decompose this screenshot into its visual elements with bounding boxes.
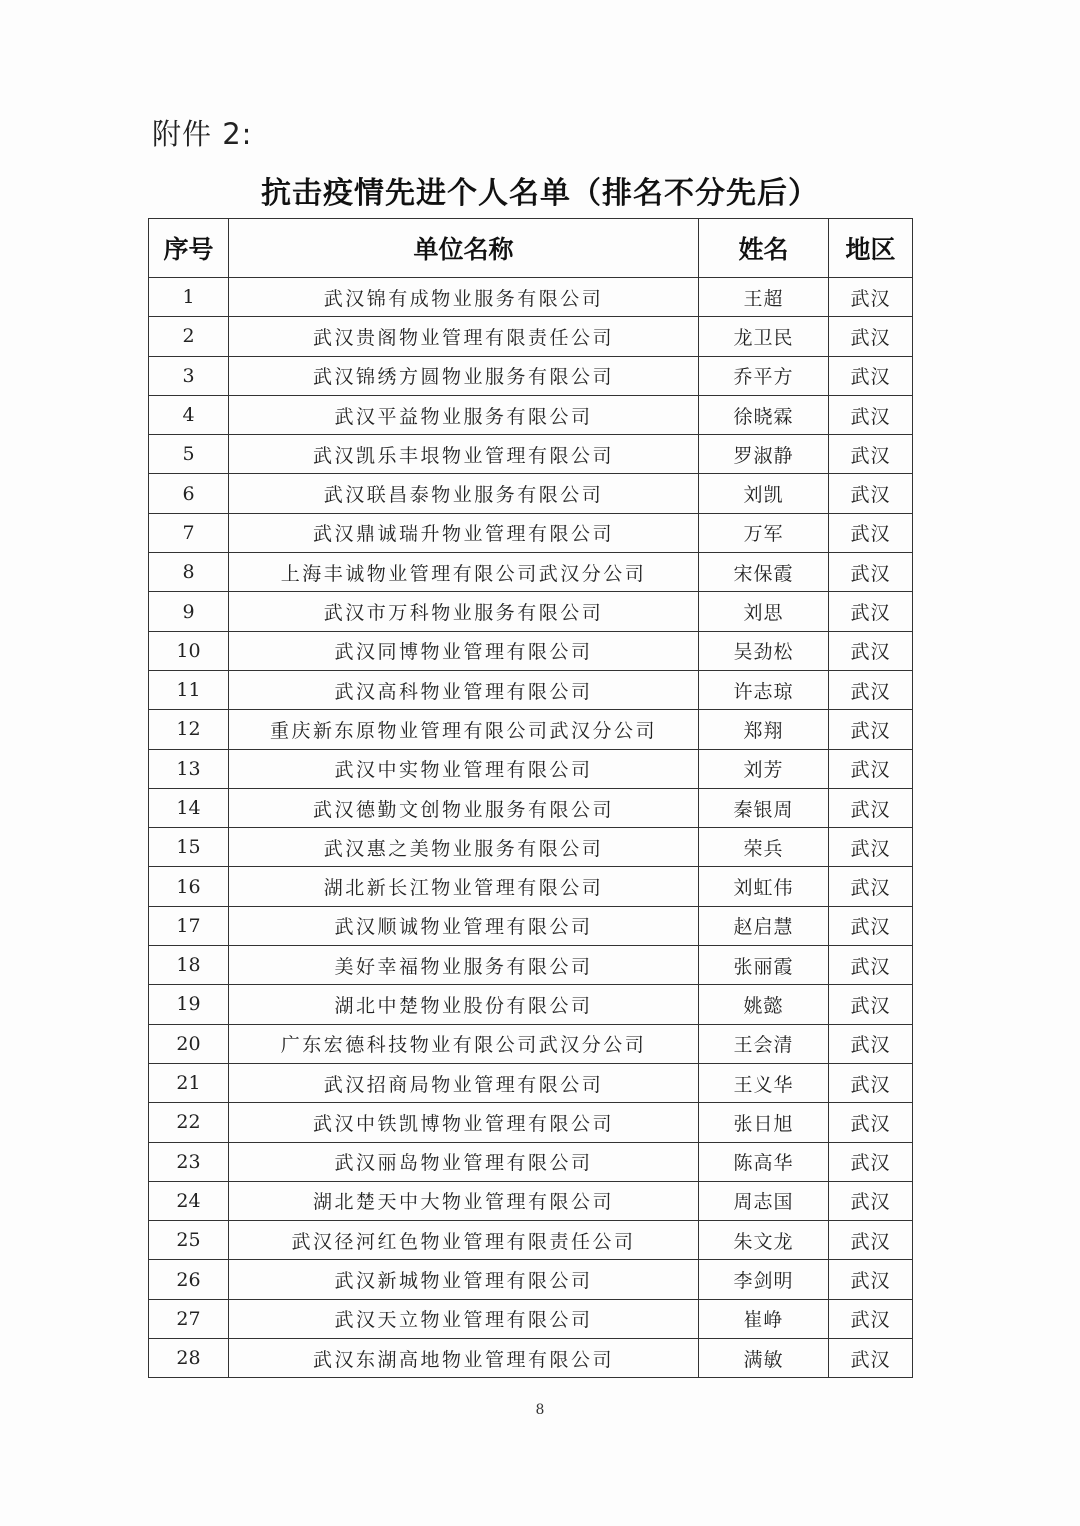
unit-name-cell: 湖北新长江物业管理有限公司 xyxy=(229,867,699,906)
person-name-cell: 龙卫民 xyxy=(699,317,829,356)
person-name-cell: 罗淑静 xyxy=(699,435,829,474)
serial-number-cell: 2 xyxy=(149,317,229,356)
person-name-cell: 姚懿 xyxy=(699,985,829,1024)
unit-name-cell: 武汉中铁凯博物业管理有限公司 xyxy=(229,1103,699,1142)
serial-number-cell: 3 xyxy=(149,356,229,395)
table-row xyxy=(149,1260,913,1299)
region-cell: 武汉 xyxy=(829,1299,913,1338)
serial-number-cell: 17 xyxy=(149,906,229,945)
person-name-cell: 万军 xyxy=(699,513,829,552)
serial-number-cell: 20 xyxy=(149,1024,229,1063)
header-unit-name: 单位名称 xyxy=(229,219,699,278)
region-cell: 武汉 xyxy=(829,1024,913,1063)
serial-number-cell: 18 xyxy=(149,946,229,985)
serial-number-cell: 10 xyxy=(149,631,229,670)
table-row xyxy=(149,670,913,709)
serial-number-cell: 7 xyxy=(149,513,229,552)
person-name-cell: 徐晓霖 xyxy=(699,395,829,434)
table-row xyxy=(149,474,913,513)
table-row xyxy=(149,788,913,827)
serial-number-cell: 25 xyxy=(149,1221,229,1260)
table-row xyxy=(149,395,913,434)
person-name-cell: 王会清 xyxy=(699,1024,829,1063)
header-person-name: 姓名 xyxy=(699,219,829,278)
region-cell: 武汉 xyxy=(829,788,913,827)
person-name-cell: 刘凯 xyxy=(699,474,829,513)
serial-number-cell: 14 xyxy=(149,788,229,827)
table-row xyxy=(149,906,913,945)
region-cell: 武汉 xyxy=(829,749,913,788)
serial-number-cell: 12 xyxy=(149,710,229,749)
table-row xyxy=(149,1299,913,1338)
serial-number-cell: 22 xyxy=(149,1103,229,1142)
honoree-table xyxy=(148,218,913,1378)
table-row xyxy=(149,710,913,749)
unit-name-cell: 武汉联昌泰物业服务有限公司 xyxy=(229,474,699,513)
table-row xyxy=(149,985,913,1024)
serial-number-cell: 5 xyxy=(149,435,229,474)
region-cell: 武汉 xyxy=(829,1181,913,1220)
unit-name-cell: 武汉贵阁物业管理有限责任公司 xyxy=(229,317,699,356)
region-cell: 武汉 xyxy=(829,278,913,317)
table-row xyxy=(149,1142,913,1181)
unit-name-cell: 武汉锦绣方圆物业服务有限公司 xyxy=(229,356,699,395)
serial-number-cell: 28 xyxy=(149,1339,229,1378)
serial-number-cell: 4 xyxy=(149,395,229,434)
person-name-cell: 张日旭 xyxy=(699,1103,829,1142)
table-row xyxy=(149,356,913,395)
unit-name-cell: 武汉招商局物业管理有限公司 xyxy=(229,1063,699,1102)
person-name-cell: 刘芳 xyxy=(699,749,829,788)
unit-name-cell: 重庆新东原物业管理有限公司武汉分公司 xyxy=(229,710,699,749)
person-name-cell: 满敏 xyxy=(699,1339,829,1378)
person-name-cell: 郑翔 xyxy=(699,710,829,749)
serial-number-cell: 6 xyxy=(149,474,229,513)
person-name-cell: 宋保霞 xyxy=(699,553,829,592)
table-row xyxy=(149,1221,913,1260)
person-name-cell: 刘虹伟 xyxy=(699,867,829,906)
table-row xyxy=(149,631,913,670)
unit-name-cell: 湖北楚天中大物业管理有限公司 xyxy=(229,1181,699,1220)
unit-name-cell: 武汉顺诚物业管理有限公司 xyxy=(229,906,699,945)
unit-name-cell: 武汉平益物业服务有限公司 xyxy=(229,395,699,434)
region-cell: 武汉 xyxy=(829,1103,913,1142)
unit-name-cell: 武汉中实物业管理有限公司 xyxy=(229,749,699,788)
table-row xyxy=(149,1024,913,1063)
person-name-cell: 王义华 xyxy=(699,1063,829,1102)
unit-name-cell: 武汉同博物业管理有限公司 xyxy=(229,631,699,670)
unit-name-cell: 武汉锦有成物业服务有限公司 xyxy=(229,278,699,317)
table-row xyxy=(149,592,913,631)
header-region: 地区 xyxy=(829,219,913,278)
person-name-cell: 乔平方 xyxy=(699,356,829,395)
person-name-cell: 秦银周 xyxy=(699,788,829,827)
table-row xyxy=(149,1181,913,1220)
serial-number-cell: 1 xyxy=(149,278,229,317)
serial-number-cell: 8 xyxy=(149,553,229,592)
region-cell: 武汉 xyxy=(829,828,913,867)
person-name-cell: 周志国 xyxy=(699,1181,829,1220)
person-name-cell: 刘思 xyxy=(699,592,829,631)
serial-number-cell: 15 xyxy=(149,828,229,867)
table-row xyxy=(149,513,913,552)
unit-name-cell: 武汉凯乐丰垠物业管理有限公司 xyxy=(229,435,699,474)
table-row xyxy=(149,946,913,985)
region-cell: 武汉 xyxy=(829,867,913,906)
region-cell: 武汉 xyxy=(829,670,913,709)
region-cell: 武汉 xyxy=(829,395,913,434)
region-cell: 武汉 xyxy=(829,985,913,1024)
unit-name-cell: 广东宏德科技物业有限公司武汉分公司 xyxy=(229,1024,699,1063)
unit-name-cell: 上海丰诚物业管理有限公司武汉分公司 xyxy=(229,553,699,592)
table-row xyxy=(149,317,913,356)
serial-number-cell: 23 xyxy=(149,1142,229,1181)
region-cell: 武汉 xyxy=(829,1142,913,1181)
region-cell: 武汉 xyxy=(829,356,913,395)
region-cell: 武汉 xyxy=(829,1221,913,1260)
unit-name-cell: 武汉东湖高地物业管理有限公司 xyxy=(229,1339,699,1378)
unit-name-cell: 武汉惠之美物业服务有限公司 xyxy=(229,828,699,867)
table-row xyxy=(149,749,913,788)
unit-name-cell: 湖北中楚物业股份有限公司 xyxy=(229,985,699,1024)
person-name-cell: 陈高华 xyxy=(699,1142,829,1181)
person-name-cell: 朱文龙 xyxy=(699,1221,829,1260)
person-name-cell: 吴劲松 xyxy=(699,631,829,670)
region-cell: 武汉 xyxy=(829,1339,913,1378)
region-cell: 武汉 xyxy=(829,906,913,945)
region-cell: 武汉 xyxy=(829,474,913,513)
region-cell: 武汉 xyxy=(829,435,913,474)
serial-number-cell: 26 xyxy=(149,1260,229,1299)
unit-name-cell: 美好幸福物业服务有限公司 xyxy=(229,946,699,985)
person-name-cell: 王超 xyxy=(699,278,829,317)
unit-name-cell: 武汉天立物业管理有限公司 xyxy=(229,1299,699,1338)
unit-name-cell: 武汉高科物业管理有限公司 xyxy=(229,670,699,709)
header-serial-number: 序号 xyxy=(149,219,229,278)
table-row xyxy=(149,1103,913,1142)
unit-name-cell: 武汉径河红色物业管理有限责任公司 xyxy=(229,1221,699,1260)
table-row xyxy=(149,435,913,474)
region-cell: 武汉 xyxy=(829,1260,913,1299)
table-row xyxy=(149,553,913,592)
table-row xyxy=(149,828,913,867)
unit-name-cell: 武汉鼎诚瑞升物业管理有限公司 xyxy=(229,513,699,552)
unit-name-cell: 武汉市万科物业服务有限公司 xyxy=(229,592,699,631)
person-name-cell: 许志琼 xyxy=(699,670,829,709)
person-name-cell: 崔峥 xyxy=(699,1299,829,1338)
table-row xyxy=(149,278,913,317)
table-row xyxy=(149,867,913,906)
person-name-cell: 张丽霞 xyxy=(699,946,829,985)
region-cell: 武汉 xyxy=(829,317,913,356)
serial-number-cell: 16 xyxy=(149,867,229,906)
serial-number-cell: 24 xyxy=(149,1181,229,1220)
person-name-cell: 赵启慧 xyxy=(699,906,829,945)
unit-name-cell: 武汉丽岛物业管理有限公司 xyxy=(229,1142,699,1181)
unit-name-cell: 武汉新城物业管理有限公司 xyxy=(229,1260,699,1299)
person-name-cell: 李剑明 xyxy=(699,1260,829,1299)
unit-name-cell: 武汉德勤文创物业服务有限公司 xyxy=(229,788,699,827)
region-cell: 武汉 xyxy=(829,513,913,552)
table-body xyxy=(149,278,913,1378)
serial-number-cell: 19 xyxy=(149,985,229,1024)
region-cell: 武汉 xyxy=(829,592,913,631)
region-cell: 武汉 xyxy=(829,1063,913,1102)
page-number: 8 xyxy=(535,1402,545,1418)
attachment-label: 附件 2: xyxy=(152,117,253,151)
serial-number-cell: 21 xyxy=(149,1063,229,1102)
document-title: 抗击疫情先进个人名单（排名不分先后） xyxy=(261,176,819,211)
region-cell: 武汉 xyxy=(829,553,913,592)
serial-number-cell: 9 xyxy=(149,592,229,631)
region-cell: 武汉 xyxy=(829,946,913,985)
person-name-cell: 荣兵 xyxy=(699,828,829,867)
table-header-row xyxy=(149,219,913,278)
region-cell: 武汉 xyxy=(829,710,913,749)
region-cell: 武汉 xyxy=(829,631,913,670)
table-row xyxy=(149,1339,913,1378)
serial-number-cell: 27 xyxy=(149,1299,229,1338)
serial-number-cell: 13 xyxy=(149,749,229,788)
table-row xyxy=(149,1063,913,1102)
serial-number-cell: 11 xyxy=(149,670,229,709)
